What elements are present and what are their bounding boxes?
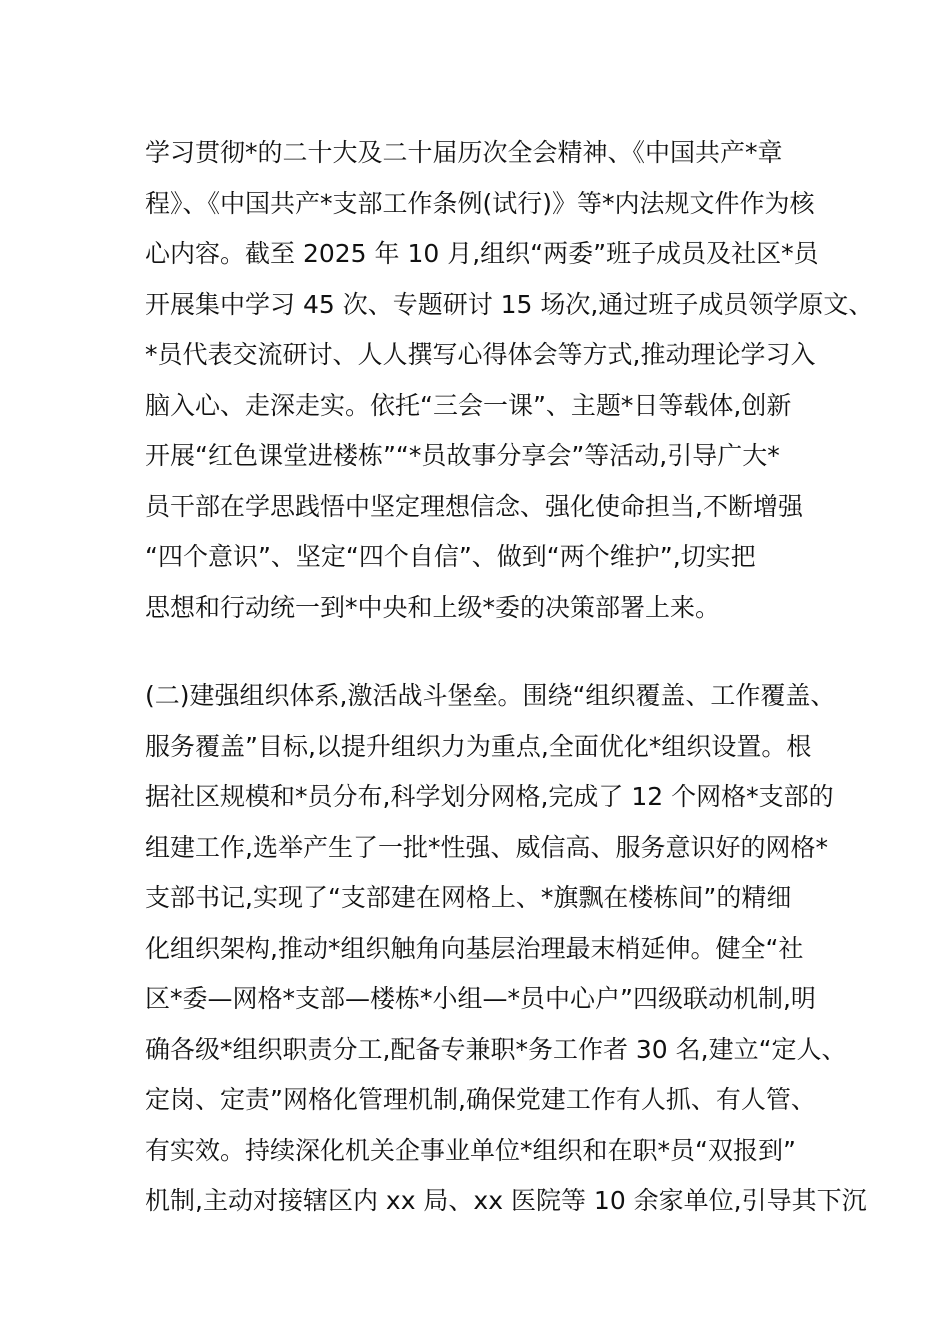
text-line: 支部书记,实现了“支部建在网格上、*旗飘在楼栋间”的精细 bbox=[145, 883, 792, 912]
text-line: 员干部在学思践悟中坚定理想信念、强化使命担当,不断增强 bbox=[145, 491, 803, 521]
text-line: 开展集中学习 45 次、专题研讨 15 场次,通过班子成员领学原文、 bbox=[145, 289, 874, 319]
text-line: 组建工作,选举产生了一批*性强、威信高、服务意识好的网格* bbox=[145, 832, 828, 862]
text-line: 区*委—网格*支部—楼栋*小组—*员中心户”四级联动机制,明 bbox=[145, 984, 816, 1013]
text-line: 开展“红色课堂进楼栋”“*员故事分享会”等活动,引导广大* bbox=[145, 441, 780, 470]
text-line: “四个意识”、坚定“四个自信”、做到“两个维护”,切实把 bbox=[145, 542, 756, 571]
text-line: 服务覆盖”目标,以提升组织力为重点,全面优化*组织设置。根 bbox=[145, 731, 812, 761]
paragraph-study bbox=[145, 128, 874, 633]
text-line: 机制,主动对接辖区内 xx 局、xx 医院等 10 余家单位,引导其下沉 bbox=[145, 1186, 867, 1215]
text-line: 脑入心、走深走实。依托“三会一课”、主题*日等载体,创新 bbox=[145, 390, 792, 420]
text-line: 定岗、定责”网格化管理机制,确保党建工作有人抓、有人管、 bbox=[145, 1085, 816, 1114]
text-line: 思想和行动统一到*中央和上级*委的决策部署上来。 bbox=[145, 592, 721, 622]
text-line: 有实效。持续深化机关企事业单位*组织和在职*员“双报到” bbox=[145, 1135, 796, 1165]
text-line: 心内容。截至 2025 年 10 月,组织“两委”班子成员及社区*员 bbox=[145, 239, 819, 268]
paragraph-organization bbox=[145, 671, 867, 1227]
text-line: 学习贯彻*的二十大及二十届历次全会精神、《中国共产*章 bbox=[145, 138, 783, 167]
text-line: 据社区规模和*员分布,科学划分网格,完成了 12 个网格*支部的 bbox=[145, 782, 834, 811]
text-line: *员代表交流研讨、人人撰写心得体会等方式,推动理论学习入 bbox=[145, 340, 816, 369]
text-line: (二)建强组织体系,激活战斗堡垒。围绕“组织覆盖、工作覆盖、 bbox=[145, 681, 836, 710]
text-line: 化组织架构,推动*组织触角向基层治理最末梢延伸。健全“社 bbox=[145, 933, 804, 963]
text-line: 程》、《中国共产*支部工作条例(试行)》等*内法规文件作为核 bbox=[145, 188, 815, 218]
text-line: 确各级*组织职责分工,配备专兼职*务工作者 30 名,建立“定人、 bbox=[145, 1034, 847, 1064]
